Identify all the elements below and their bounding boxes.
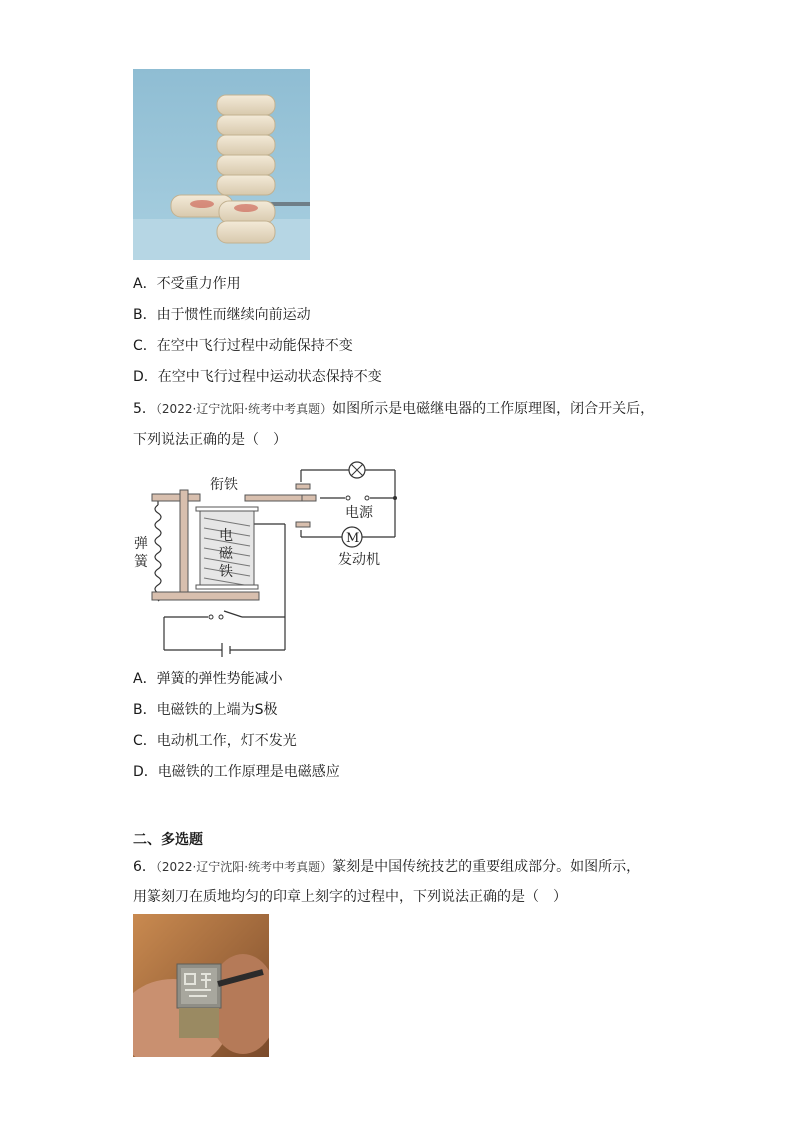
q6-source: （2022·辽宁沈阳·统考中考真题） <box>155 860 333 874</box>
section-title: 二、多选题 <box>133 832 203 848</box>
q4-option-d: D．在空中飞行过程中运动状态保持不变 <box>133 369 382 385</box>
spring-label-2: 簧 <box>134 554 148 570</box>
q4-option-c: C．在空中飞行过程中动能保持不变 <box>133 338 353 354</box>
relay-diagram <box>130 460 405 660</box>
q5-option-a: A．弹簧的弹性势能减小 <box>133 671 283 687</box>
motor-label: 发动机 <box>338 552 380 568</box>
q4-option-b: B．由于惯性而继续向前运动 <box>133 307 311 323</box>
spring-label-1: 弹 <box>134 536 148 552</box>
q4-option-a: A．不受重力作用 <box>133 276 241 292</box>
q5-option-c: C．电动机工作，灯不发光 <box>133 733 297 749</box>
q5-stem-line1 <box>133 399 654 419</box>
seal-carving-photo <box>133 914 269 1057</box>
q5-number: 5． <box>133 401 156 417</box>
q5-source: （2022·辽宁沈阳·统考中考真题） <box>155 402 333 416</box>
magnet-label-3: 铁 <box>219 564 233 580</box>
q6-stem-line1 <box>133 857 640 877</box>
power-label: 电源 <box>345 505 373 521</box>
q5-stem-text: 如图所示是电磁继电器的工作原理图，闭合开关后， <box>332 401 655 417</box>
armature-label: 衔铁 <box>210 477 238 493</box>
q5-option-d: D．电磁铁的工作原理是电磁感应 <box>133 764 340 780</box>
q6-number: 6． <box>133 859 156 875</box>
q6-stem-line2: 用篆刻刀在质地均匀的印章上刻字的过程中，下列说法正确的是（ ） <box>133 889 567 905</box>
q5-option-b: B．电磁铁的上端为S极 <box>133 702 278 718</box>
chess-pieces-photo <box>133 69 310 260</box>
magnet-label-1: 电 <box>219 528 233 544</box>
q6-stem-text: 篆刻是中国传统技艺的重要组成部分。如图所示， <box>332 859 641 875</box>
magnet-label-2: 磁 <box>219 546 233 562</box>
q5-stem-line2: 下列说法正确的是（ ） <box>133 432 287 448</box>
motor-symbol: M <box>346 531 360 546</box>
